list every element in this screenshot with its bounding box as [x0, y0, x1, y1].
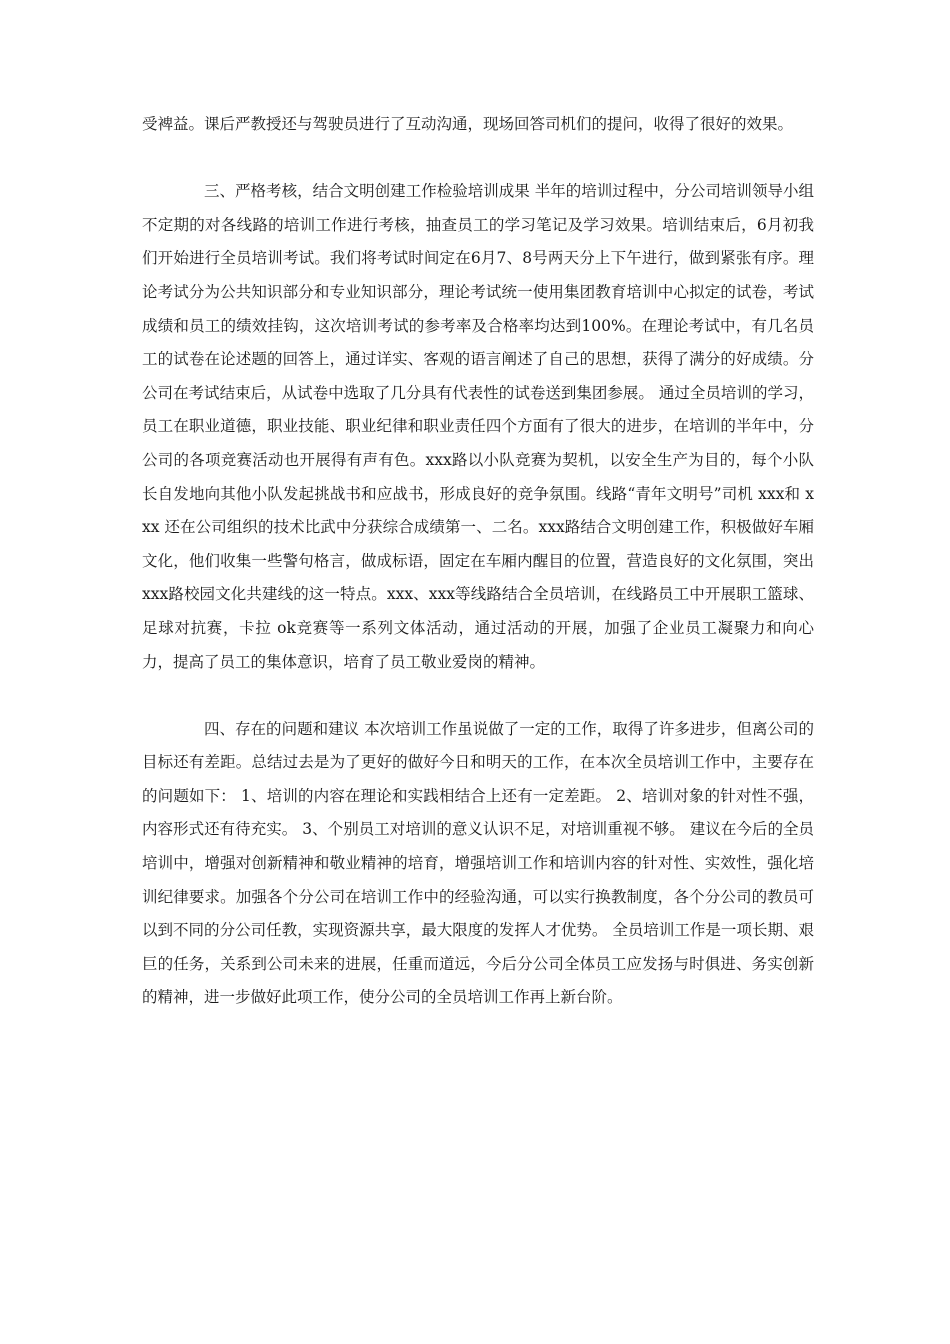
document-page: [142, 108, 814, 1049]
paragraph-section-three: 三、严格考核，结合文明创建工作检验培训成果 半年的培训过程中，分公司培训领导小组不定期的对各线路的培训工作进行考核，抽查员工的学习笔记及学习效果。培训结束后，6月初我们开始进行全员培训考试。我们将考试时间定在6月7、8号两天分上下午进行，做到紧张有序。理论考试分为公共知识部分和专业知识部分，理论考试统一使用集团教育培训中心拟定的试卷，考试成绩和员工的绩效挂钩，这次培训考试的参考率及合格率均达到100%。在理论考试中，有几名员工的试卷在论述题的回答上，通过详实、客观的语言阐述了自己的思想，获得了满分的好成绩。分公司在考试结束后，从试卷中选取了几分具有代表性的试卷送到集团参展。 通过全员培训的学习，员工在职业道德，职业技能、职业纪律和职业责任四个方面有了很大的进步，在培训的半年中，分公司的各项竞赛活动也开展得有声有色。xxx路以小队竞赛为契机，以安全生产为目的，每个小队长自发地向其他小队发起挑战书和应战书，形成良好的竞争氛围。线路“青年文明号”司机 xxx和 xxx 还在公司组织的技术比武中分获综合成绩第一、二名。xxx路结合文明创建工作，积极做好车厢文化，他们收集一些警句格言，做成标语，固定在车厢内醒目的位置，营造良好的文化氛围，突出 xxx路校园文化共建线的这一特点。xxx、xxx等线路结合全员培训，在线路员工中开展职工篮球、足球对抗赛，卡拉 ok竞赛等一系列文体活动，通过活动的开展，加强了企业员工凝聚力和向心力，提高了员工的集体意识，培育了员工敬业爱岗的精神。: [142, 182, 814, 671]
paragraph-continuation: 受裨益。课后严教授还与驾驶员进行了互动沟通，现场回答司机们的提问，收得了很好的效果。: [142, 115, 794, 133]
paragraph-section-four: 四、存在的问题和建议 本次培训工作虽说做了一定的工作，取得了许多进步，但离公司的目标还有差距。总结过去是为了更好的做好今日和明天的工作，在本次全员培训工作中，主要存在的问题如下： 1、培训的内容在理论和实践相结合上还有一定差距。 2、培训对象的针对性不强，内容形式还有待充实。 3、个别员工对培训的意义认识不足，对培训重视不够。 建议在今后的全员培训中，增强对创新精神和敬业精神的培育，增强培训工作和培训内容的针对性、实效性，强化培训纪律要求。加强各个分公司在培训工作中的经验沟通，可以实行换教制度，各个分公司的教员可以到不同的分公司任教，实现资源共享，最大限度的发挥人才优势。 全员培训工作是一项长期、艰巨的任务，关系到公司未来的进展，任重而道远，今后分公司全体员工应发扬与时俱进、务实创新的精神，进一步做好此项工作，使分公司的全员培训工作再上新台阶。: [142, 719, 814, 1007]
